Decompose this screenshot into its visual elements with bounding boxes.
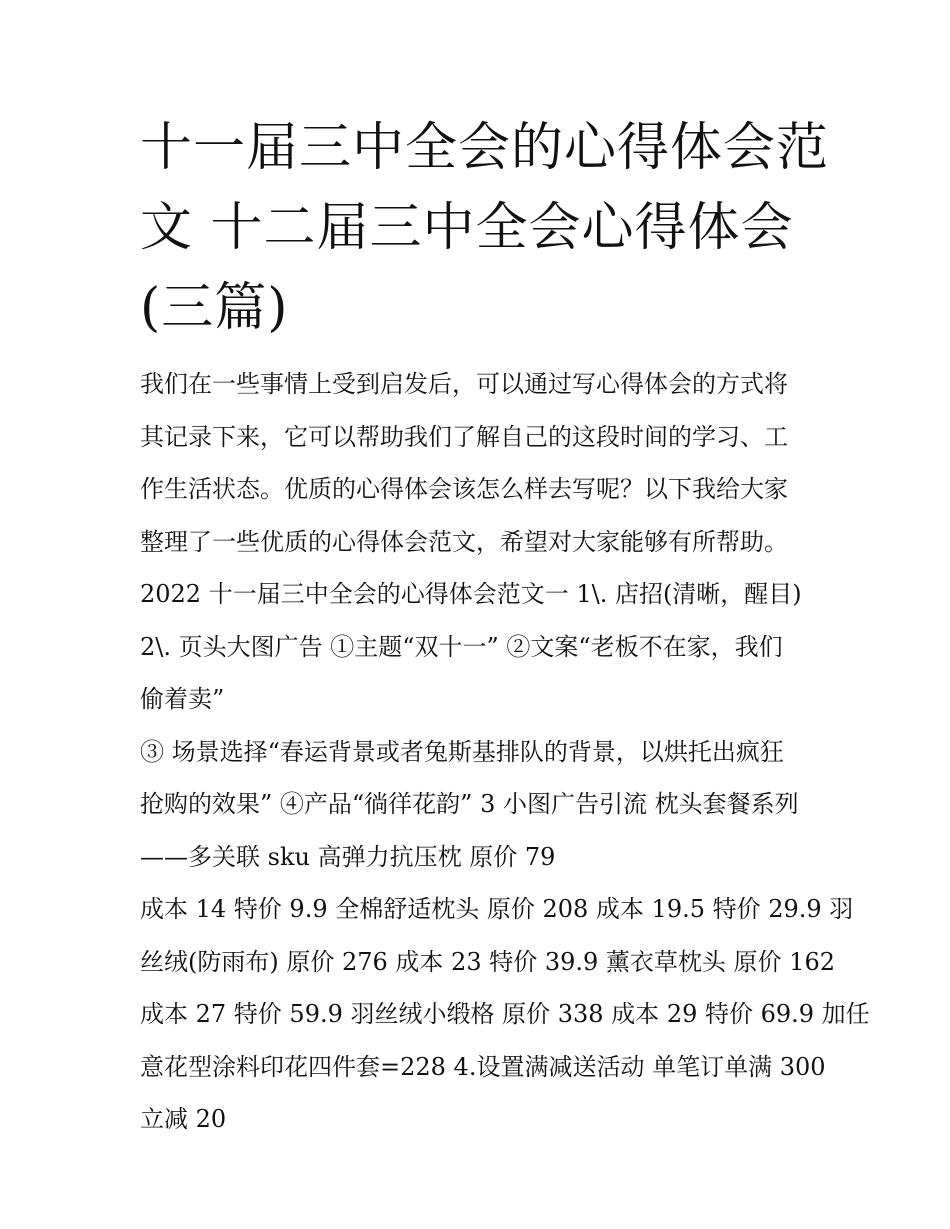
body-line: 立减 20 xyxy=(140,1105,227,1133)
body-line: 整理了一些优质的心得体会范文，希望对大家能够有所帮助。 xyxy=(140,527,788,556)
document-title xyxy=(140,108,830,348)
title-line: (三篇) xyxy=(140,278,289,338)
body-line: 抢购的效果” ④产品“徜徉花韵” 3 小图广告引流 枕头套餐系列 xyxy=(140,790,799,818)
document-page xyxy=(140,108,870,1146)
body-line: ——多关联 sku 高弹力抗压枕 原价 79 xyxy=(140,842,556,871)
body-line: 2\. 页头大图广告 ①主题“双十一” ②文案“老板不在家，我们 xyxy=(140,632,783,661)
body-line: 2022 十一届三中全会的心得体会范文一 1\. 店招(清晰，醒目) xyxy=(140,580,802,608)
body-line: 成本 14 特价 9.9 全棉舒适枕头 原价 208 成本 19.5 特价 29.9 羽 xyxy=(140,895,854,923)
body-line: 意花型涂料印花四件套=228 4.设置满减送活动 单笔订单满 300 xyxy=(140,1052,826,1081)
body-line: 成本 27 特价 59.9 羽丝绒小缎格 原价 338 成本 29 特价 69.9 加任 xyxy=(140,1000,870,1028)
body-line: 我们在一些事情上受到启发后，可以通过写心得体会的方式将 xyxy=(140,370,788,398)
body-line: ③ 场景选择“春运背景或者兔斯基排队的背景，以烘托出疯狂 xyxy=(140,737,784,766)
body-line: 其记录下来，它可以帮助我们了解自己的这段时间的学习、工 xyxy=(140,422,788,451)
title-line: 十一届三中全会的心得体会范 xyxy=(140,118,830,178)
document-body xyxy=(140,358,870,1146)
body-line: 丝绒(防雨布) 原价 276 成本 23 特价 39.9 薰衣草枕头 原价 162 xyxy=(140,947,835,976)
title-line: 文 十二届三中全会心得体会 xyxy=(140,198,794,258)
body-line: 作生活状态。优质的心得体会该怎么样去写呢？以下我给大家 xyxy=(140,475,788,503)
body-line: 偷着卖” xyxy=(140,685,225,713)
